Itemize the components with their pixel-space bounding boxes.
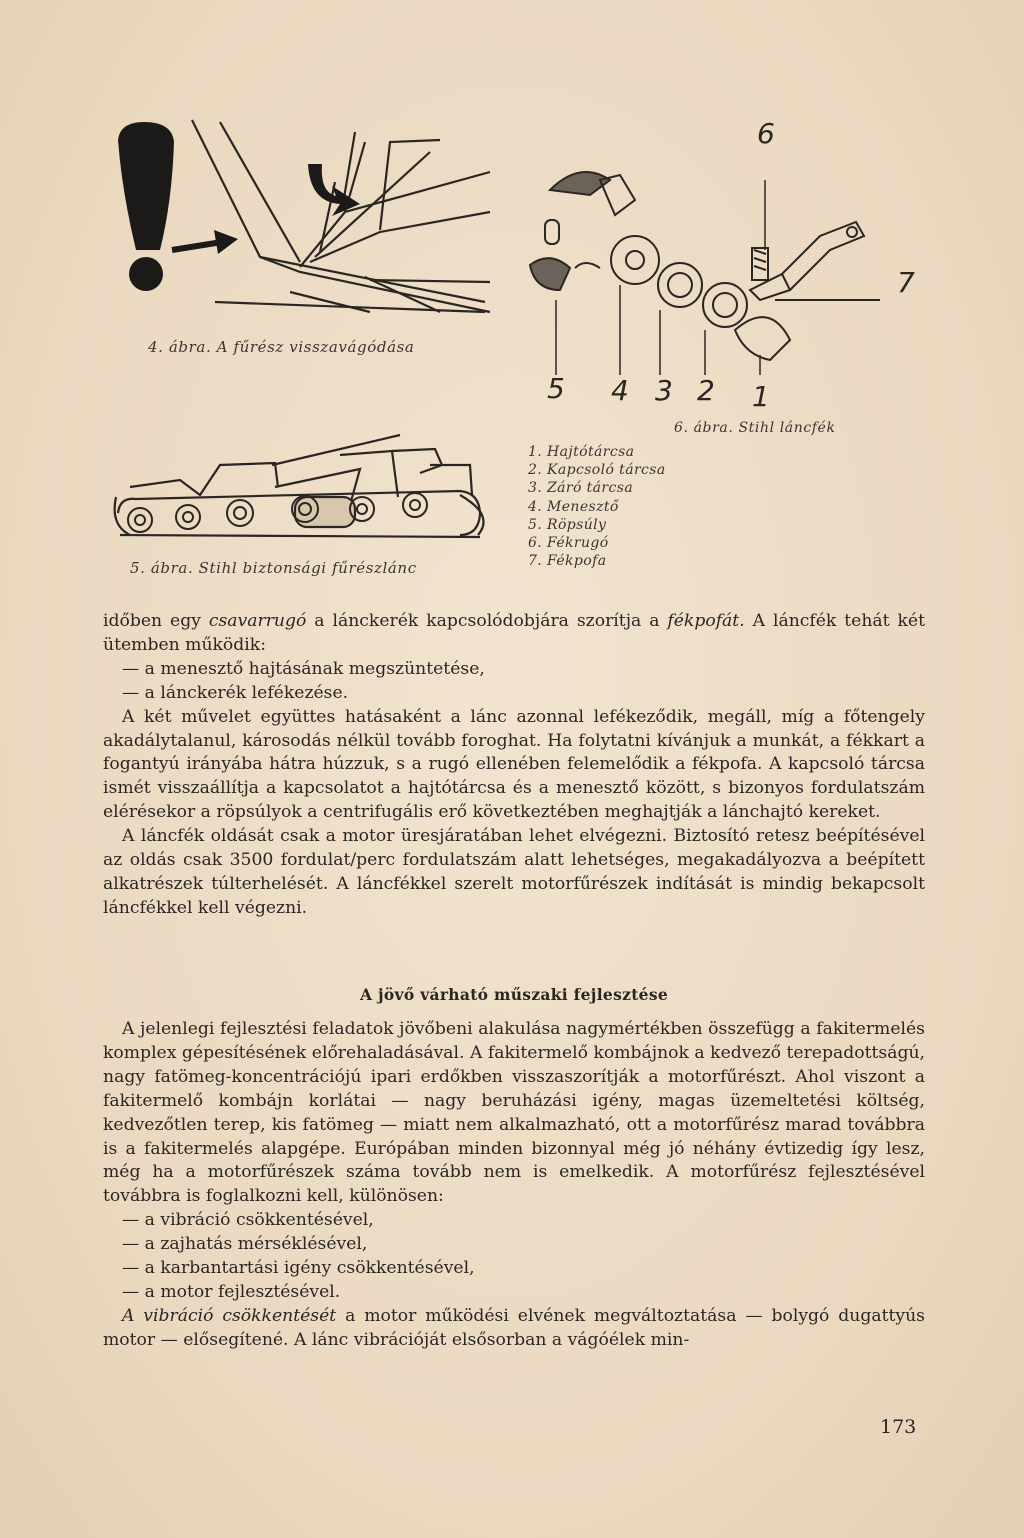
emphasis: csavarrugó [208, 611, 307, 631]
figure-6-legend [528, 443, 666, 570]
callout-7: 7 [897, 266, 915, 299]
text-run: a lánckerék kapcsolódobjára szorítja a [306, 611, 668, 631]
list-item: — a motor fejlesztésével. [122, 1281, 341, 1302]
legend-item: 1. Hajtótárcsa [528, 444, 635, 460]
paragraph: A két művelet együttes hatásaként a lánc azonnal lefékeződik, megáll, míg a főtengely akadálytalanul, károsodás nélkül tovább foroghat. Ha folytatni kívánjuk a munkát, a fékkart a fogantyú irányába hátra húzzuk, s a rugó ellenében felemelődik a fékpofa. A kapcsoló tárcsa ismét visszaállítja a kapcsolatot a hajtótárcsa és a menesztő között, s bizonyos fordulatszám elérésekor a röpsúlyok a centrifugális erő következtében meghajtják a lánchajtó kereket. [103, 706, 925, 823]
legend-item: 6. Fékrugó [528, 535, 609, 552]
list-item: — a vibráció csökkentésével, [122, 1210, 374, 1231]
callout-3: 3 [655, 374, 673, 407]
figure-6-caption: 6. ábra. Stihl láncfék [674, 420, 836, 436]
callout-1: 1 [752, 380, 770, 413]
list-item: — a zajhatás mérséklésével, [122, 1234, 368, 1255]
legend-item: 7. Fékpofa [528, 553, 607, 570]
section-heading: A jövő várható műszaki fejlesztése [359, 985, 669, 1004]
figure-4-caption: 4. ábra. A fűrész visszavágódása [148, 338, 415, 356]
callout-5: 5 [547, 372, 565, 405]
paragraph [103, 610, 925, 658]
page-number: 173 [880, 1416, 917, 1438]
figure-6-chain-brake [520, 150, 900, 390]
callout-4: 4 [611, 374, 629, 407]
paragraph [103, 1305, 925, 1353]
text-run: a motor működési elvének megváltoztatása — bolygó dugattyús motor — elősegítené. A lánc vibrációját elsősorban a vágóélek min- [103, 1305, 926, 1350]
body-text-upper [103, 610, 925, 921]
list-item: — a karbantartási igény csökkentésével, [122, 1258, 475, 1279]
legend-item: 5. Röpsúly [528, 516, 607, 533]
exclamation-icon [118, 122, 174, 291]
emphasis: A vibráció csökkentését [122, 1305, 337, 1326]
text-run: időben egy [103, 611, 209, 631]
saw-blade-outline [192, 120, 490, 312]
callout-2: 2 [697, 374, 715, 407]
legend-item: 2. Kapcsoló tárcsa [528, 462, 666, 479]
legend-item: 3. Záró tárcsa [528, 480, 634, 497]
figure-4-kickback [110, 112, 495, 334]
figure-5-caption: 5. ábra. Stihl biztonsági fűrészlánc [130, 559, 417, 577]
legend-item: 4. Menesztő [528, 498, 619, 515]
body-text-lower [103, 1018, 925, 1353]
figure-5-safety-chain [100, 425, 500, 565]
emphasis: fékpofát. [667, 611, 745, 631]
text-run: A láncfék tehát két ütemben működik: [103, 611, 925, 655]
list-item: — a lánckerék lefékezése. [122, 682, 349, 703]
arrow-right-icon [172, 230, 238, 254]
list-item: — a menesztő hajtásának megszüntetése, [122, 658, 485, 679]
callout-6: 6 [757, 117, 775, 150]
paragraph: A jelenlegi fejlesztési feladatok jövőbeni alakulása nagymértékben összefügg a fakitermelés komplex gépesítésének előrehaladásával. A fakitermelő kombájnok a kedvező terepadottságú, nagy fatömeg-koncentrációjú ipari erdőkben visszaszorítják a motorfűrészt. Ahol viszont a fakitermelő kombájn korlátai — nagy beruházási igény, magas üzemeltetési költség, kedvezőtlen terep, kis fatömeg — miatt nem alkalmazható, ott a motorfűrész marad továbbra is a fakitermelés alapgépe. Európában minden bizonnyal még jó néhány évtizedig így lesz, még ha a motorfűrészek száma tovább nem is emelkedik. A motorfűrész fejlesztésével továbbra is foglalkozni kell, különösen: [103, 1019, 925, 1207]
paragraph: A láncfék oldását csak a motor üresjáratában lehet elvégezni. Biztosító retesz beépítésével az oldás csak 3500 fordulat/perc fordulatszám alatt lehetséges, megakadályozva a beépített alkatrészek túlterhelését. A láncfékkel szerelt motorfűrészek indítását is mindig bekapcsolt láncfékkel kell végezni. [103, 826, 925, 918]
